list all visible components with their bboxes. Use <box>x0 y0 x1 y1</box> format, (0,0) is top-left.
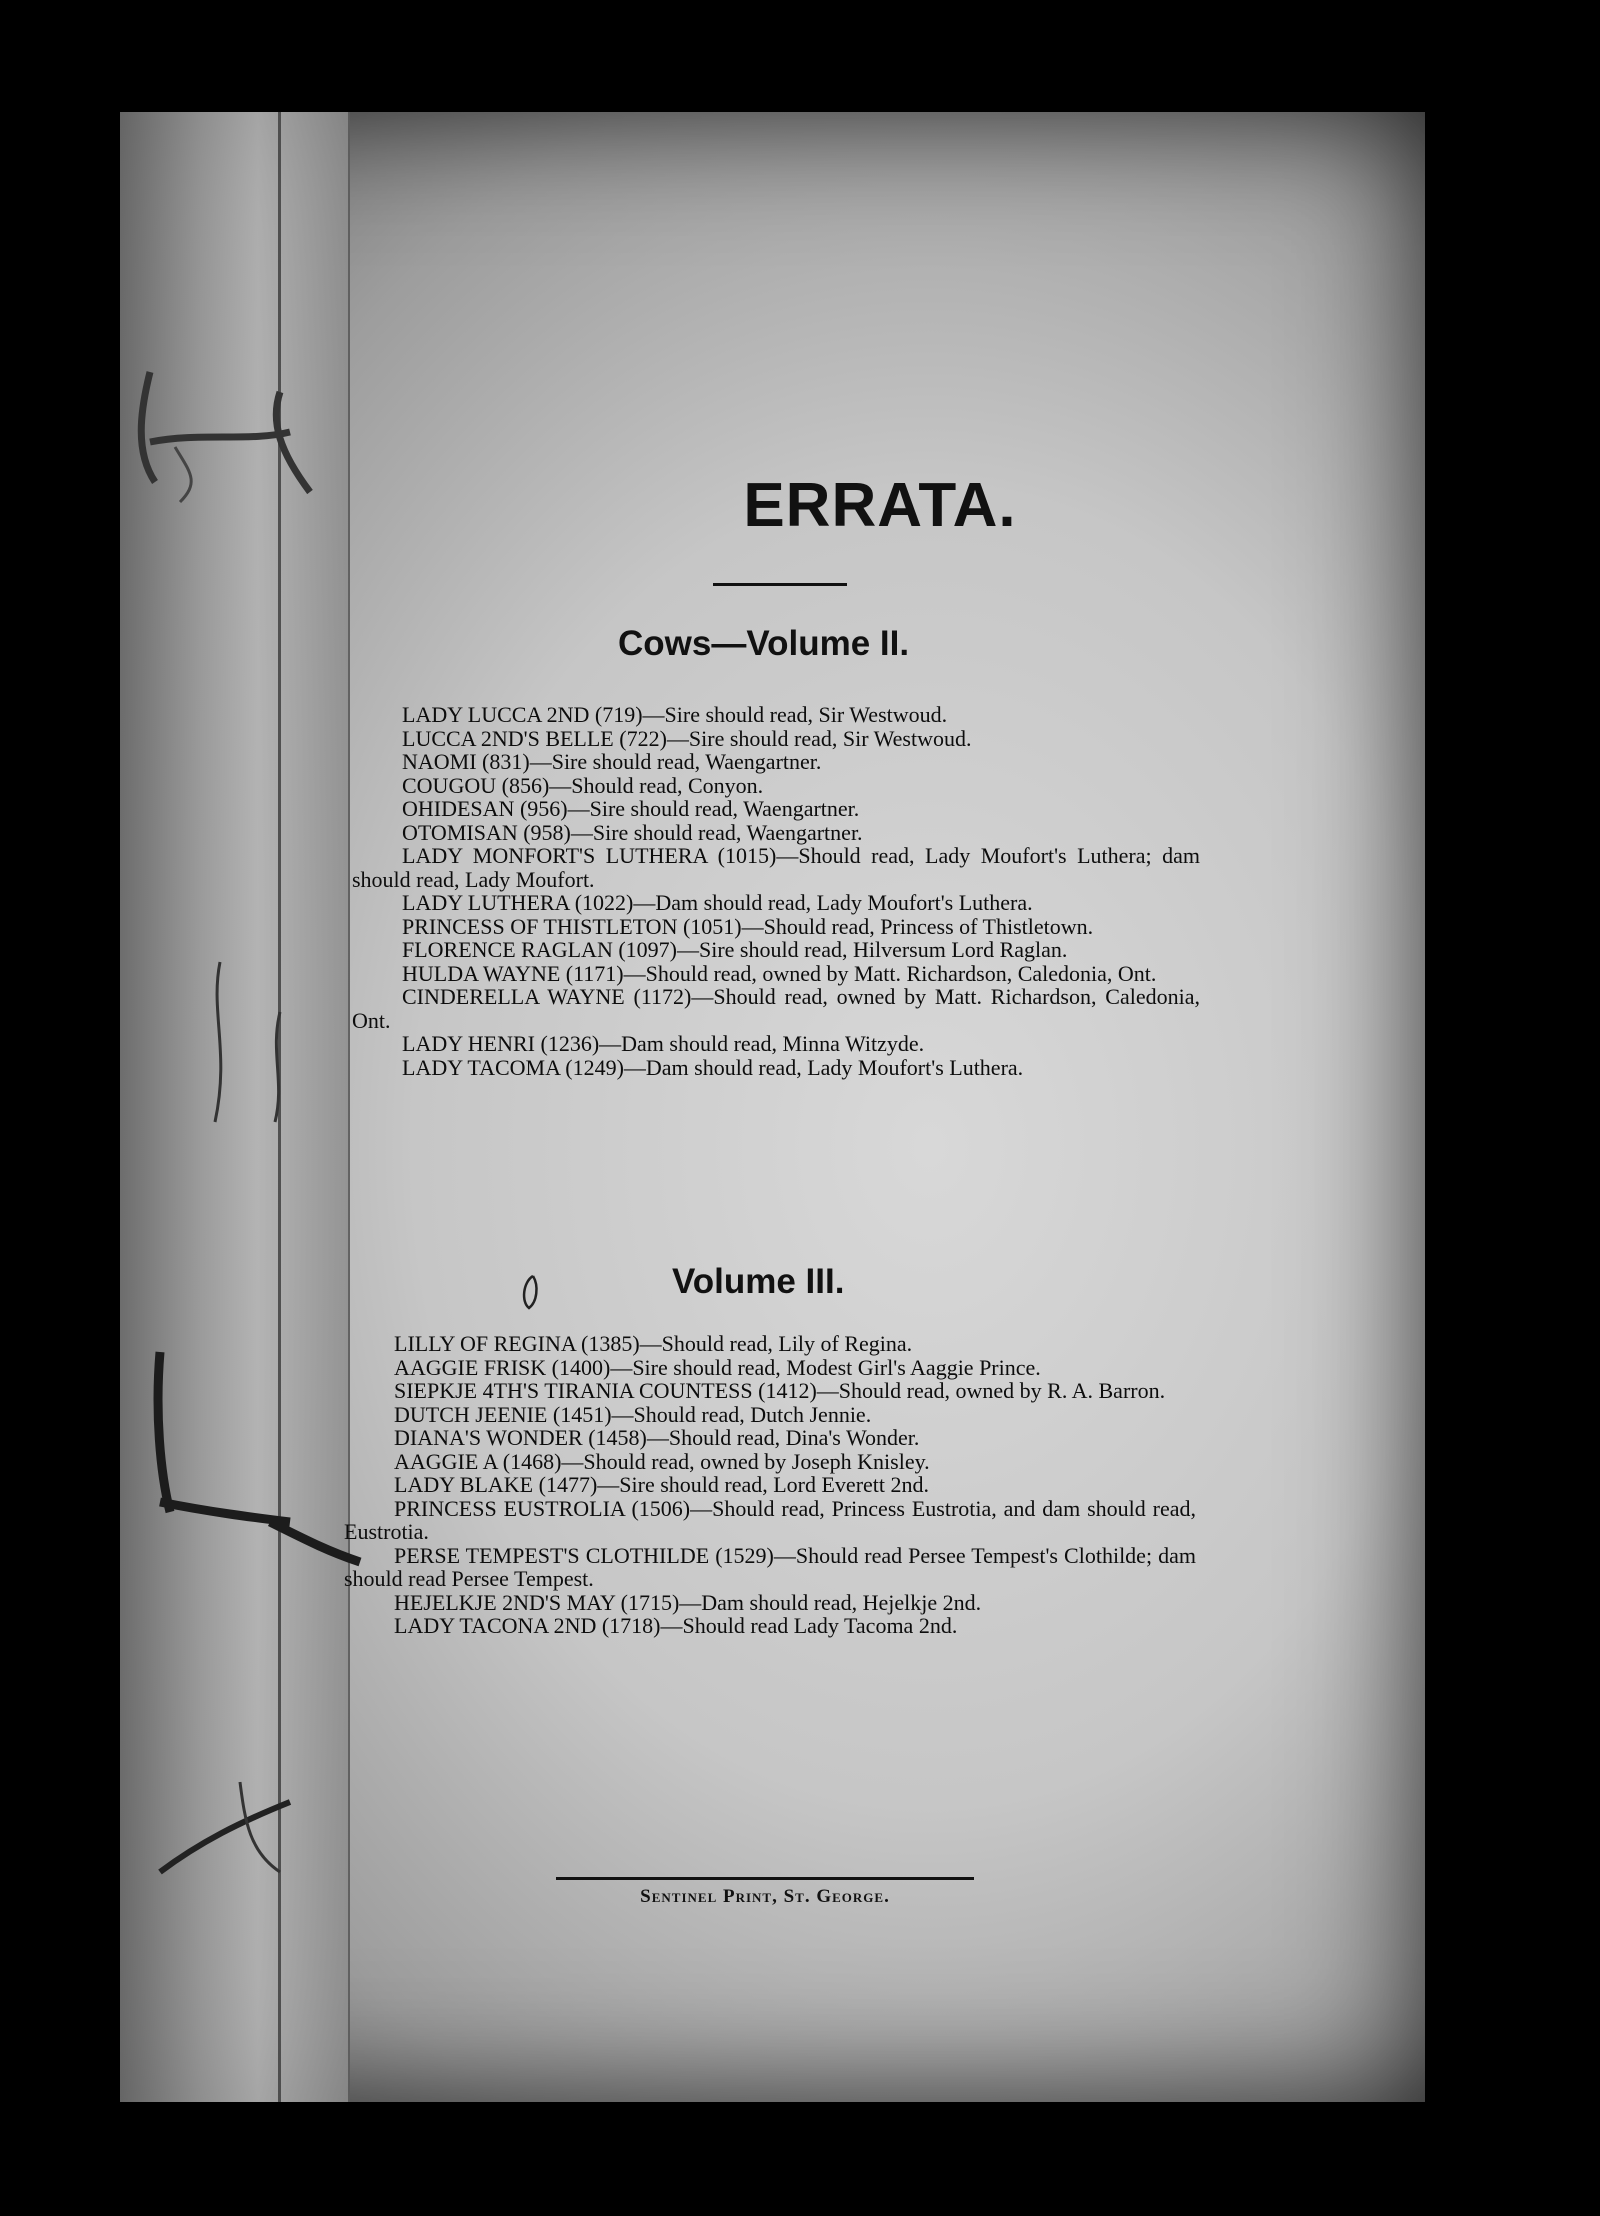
errata-entry: DUTCH JEENIE (1451)—Should read, Dutch Jennie. <box>394 1401 872 1427</box>
errata-entry: LADY BLAKE (1477)—Sire should read, Lord Everett 2nd. <box>394 1472 930 1497</box>
printer-imprint: Sentinel Print, St. George. <box>640 1886 890 1907</box>
errata-entry: LADY MONFORT'S LUTHERA (1015)—Should read, Lady Moufort's Luthera; dam should read, Lady Moufort. <box>352 843 1200 892</box>
errata-entry: LILLY OF REGINA (1385)—Should read, Lily of Regina. <box>394 1331 913 1356</box>
errata-entry: LADY LUTHERA (1022)—Dam should read, Lady Moufort's Luthera. <box>402 890 1033 915</box>
section-heading-volume-2: Cows—Volume II. <box>618 624 910 663</box>
title-rule <box>713 583 847 586</box>
binding-thread-middle <box>120 1332 380 1572</box>
errata-entry: HEJELKJE 2ND'S MAY (1715)—Dam should read, Hejelkje 2nd. <box>394 1589 982 1615</box>
errata-entry: FLORENCE RAGLAN (1097)—Sire should read, Hilversum Lord Raglan. <box>402 937 1068 962</box>
section-heading-volume-3: Volume III. <box>672 1262 845 1301</box>
errata-entry: OHIDESAN (956)—Sire should read, Waengartner. <box>402 796 860 821</box>
errata-entry: AAGGIE A (1468)—Should read, owned by Joseph Knisley. <box>394 1448 930 1474</box>
errata-entry: LADY HENRI (1236)—Dam should read, Minna Witzyde. <box>402 1031 925 1056</box>
errata-entry: LADY TACONA 2ND (1718)—Should read Lady Tacoma 2nd. <box>394 1613 958 1638</box>
errata-entry: DIANA'S WONDER (1458)—Should read, Dina's Wonder. <box>394 1425 920 1450</box>
errata-entry: OTOMISAN (958)—Sire should read, Waengartner. <box>402 819 863 845</box>
errata-entry: SIEPKJE 4TH'S TIRANIA COUNTESS (1412)—Should read, owned by R. A. Barron. <box>394 1378 1166 1403</box>
errata-entry: CINDERELLA WAYNE (1172)—Should read, owned by Matt. Richardson, Caledonia, Ont. <box>352 984 1200 1033</box>
binding-thread-side <box>190 952 310 1132</box>
errata-entry: AAGGIE FRISK (1400)—Sire should read, Modest Girl's Aaggie Prince. <box>394 1354 1041 1380</box>
section-entries-volume-2 <box>352 703 1200 1079</box>
errata-entry: PERSE TEMPEST'S CLOTHILDE (1529)—Should read Persee Tempest's Clothilde; dam should read Persee Tempest. <box>344 1542 1196 1591</box>
section-entries-volume-3 <box>344 1332 1196 1638</box>
footer-rule <box>556 1877 974 1880</box>
errata-entry: LADY LUCCA 2ND (719)—Sire should read, Sir Westwoud. <box>402 702 948 727</box>
ink-stray-mark <box>515 1272 545 1312</box>
errata-entry: COUGOU (856)—Should read, Conyon. <box>402 772 764 798</box>
errata-entry: PRINCESS OF THISTLETON (1051)—Should read, Princess of Thistletown. <box>402 913 1094 939</box>
errata-entry: NAOMI (831)—Sire should read, Waengartner. <box>402 749 822 774</box>
page-title: ERRATA. <box>743 471 1017 540</box>
errata-entry: LUCCA 2ND'S BELLE (722)—Sire should read, Sir Westwoud. <box>402 725 972 751</box>
binding-thread-bottom <box>120 1762 350 1902</box>
scanned-page <box>120 112 1425 2102</box>
errata-entry: LADY TACOMA (1249)—Dam should read, Lady Moufort's Luthera. <box>402 1054 1024 1080</box>
errata-entry: PRINCESS EUSTROLIA (1506)—Should read, Princess Eustrotia, and dam should read, Eustrotia. <box>344 1495 1196 1544</box>
errata-entry: HULDA WAYNE (1171)—Should read, owned by Matt. Richardson, Caledonia, Ont. <box>402 960 1157 986</box>
